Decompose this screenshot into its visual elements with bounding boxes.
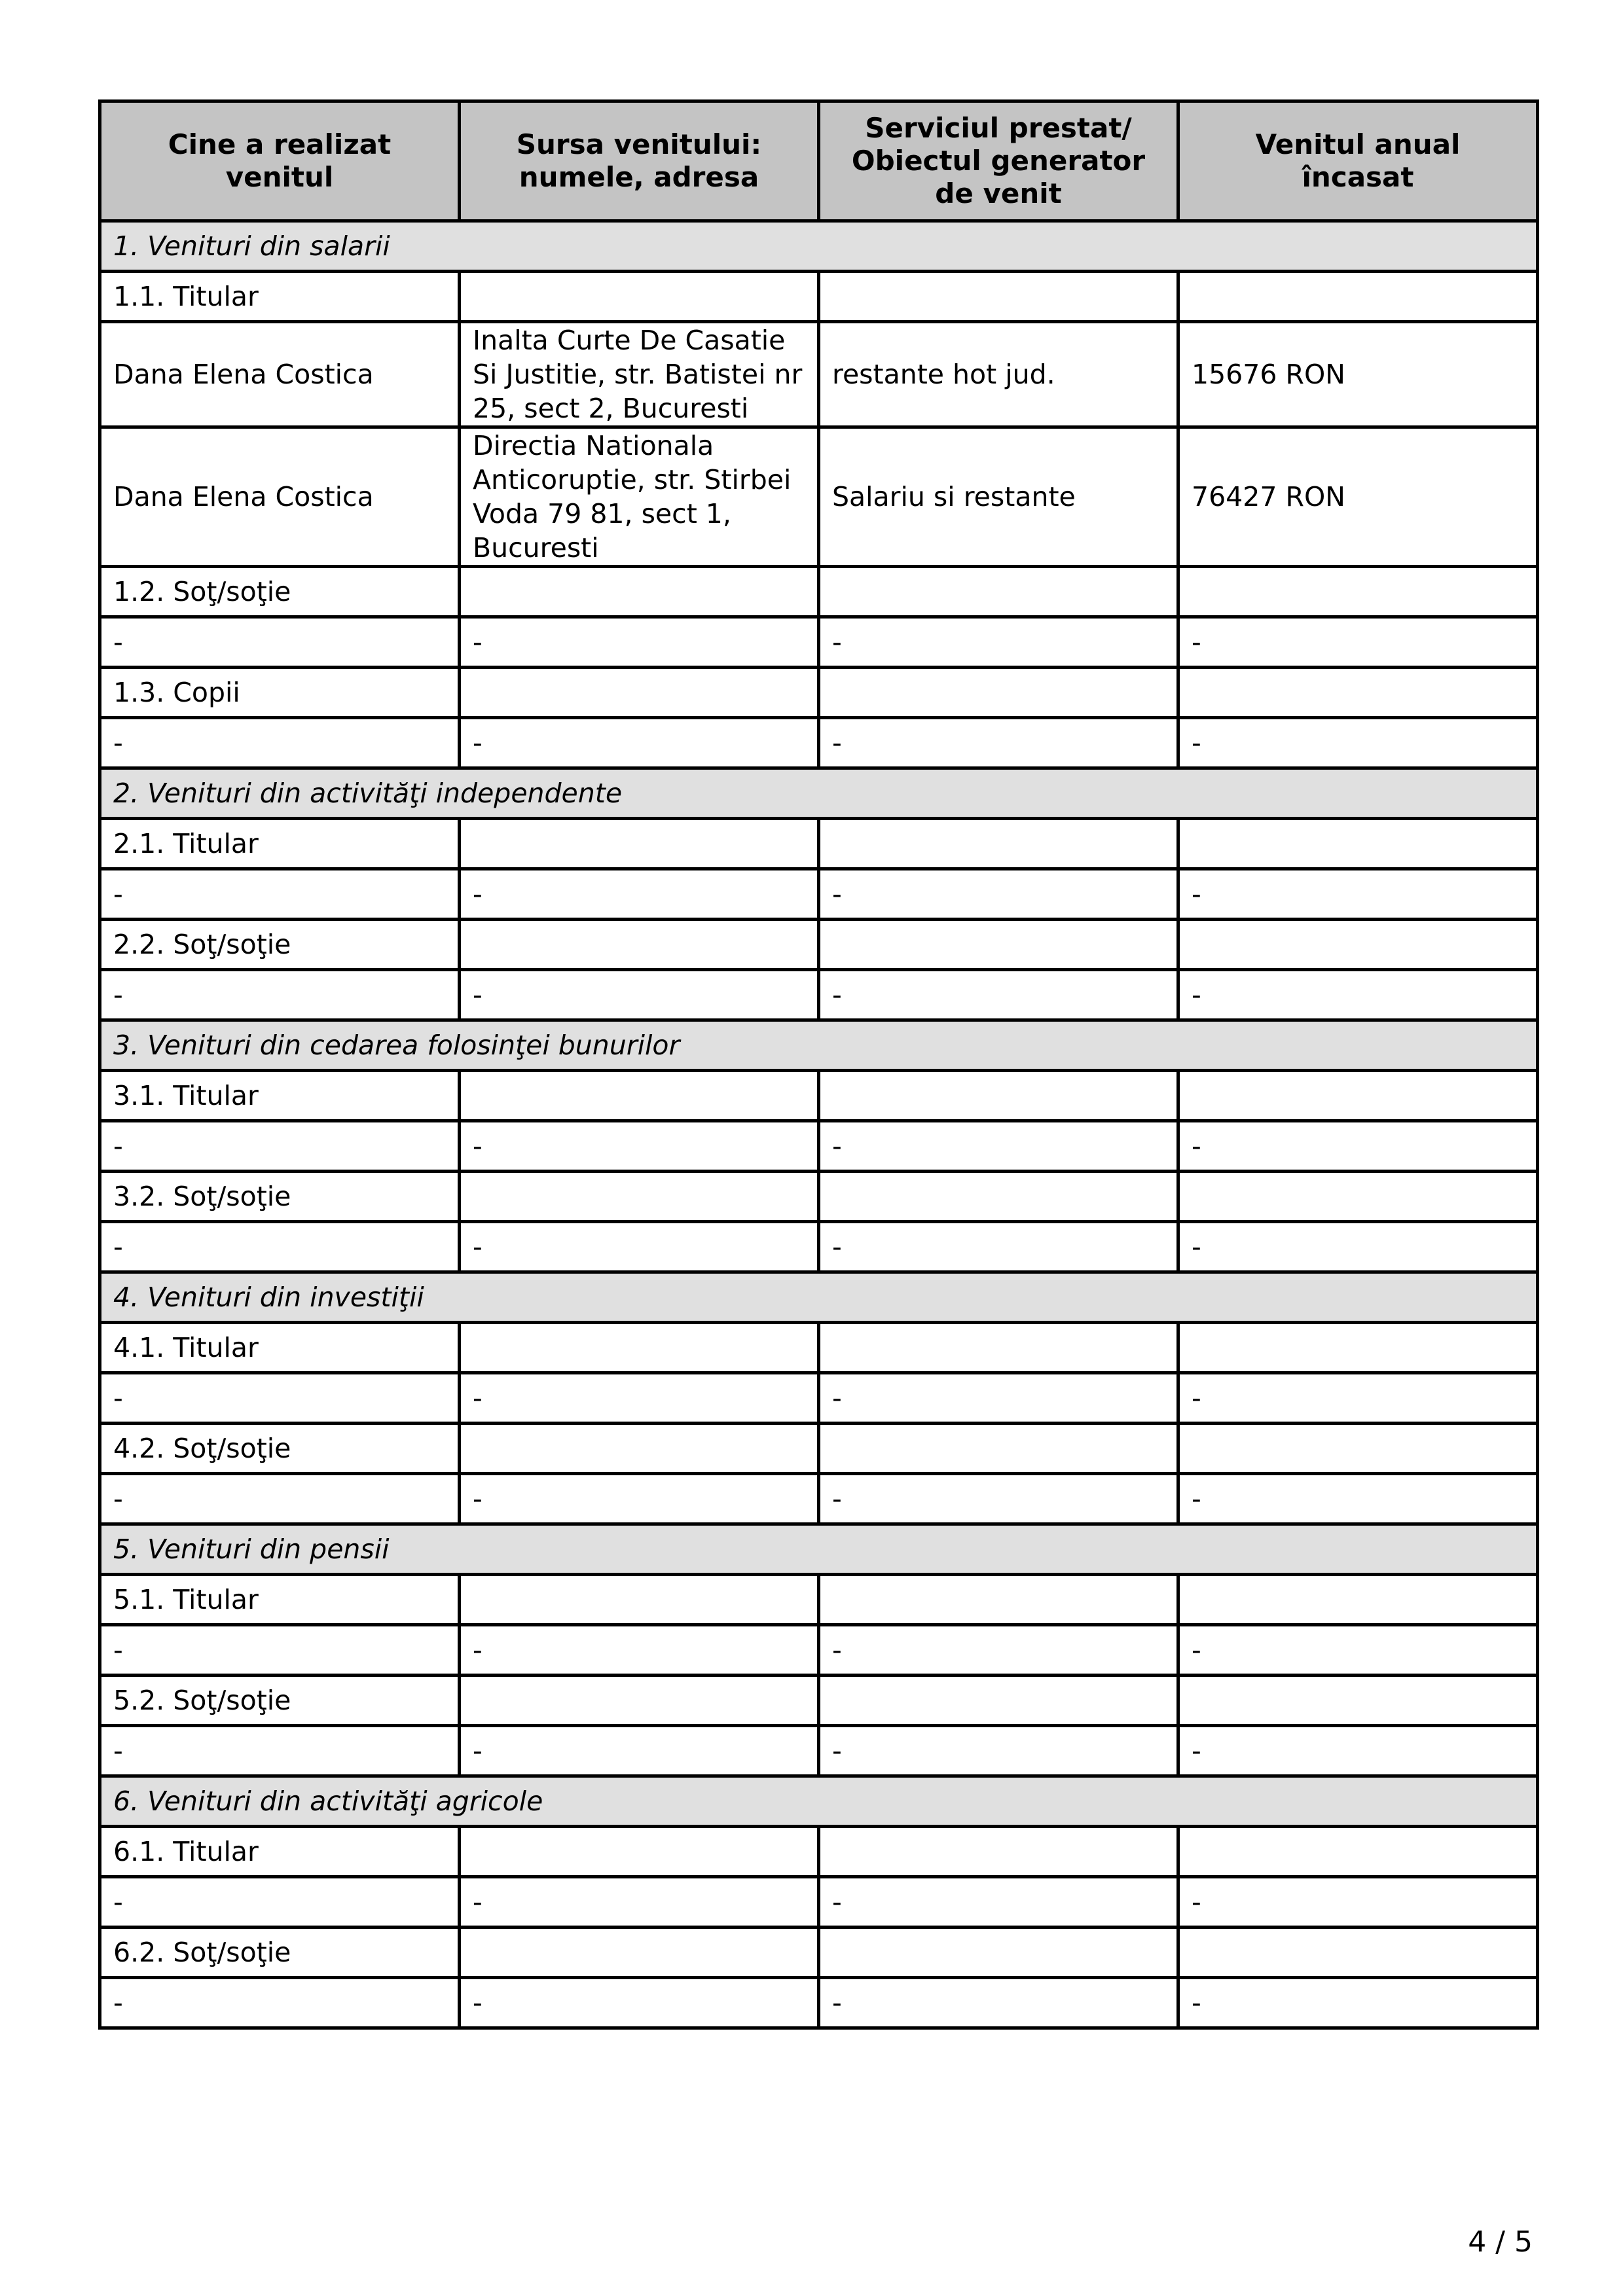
table-row (100, 1827, 1538, 1877)
header-source: Sursa venitului: numele, adresa (460, 101, 819, 221)
cell-income: - (1178, 869, 1538, 920)
table-row (100, 617, 1538, 668)
cell-income (1178, 1172, 1538, 1222)
table-row (100, 970, 1538, 1020)
cell-who: 6.2. Soţ/soţie (100, 1928, 460, 1978)
table-row (100, 567, 1538, 617)
cell-source (460, 1575, 819, 1625)
cell-service: - (819, 1373, 1178, 1424)
header-annual-income: Venitul anual încasat (1178, 101, 1538, 221)
table-row (100, 718, 1538, 768)
cell-source (460, 668, 819, 718)
page-number: 4 / 5 (1468, 2225, 1533, 2259)
section-row (100, 768, 1538, 819)
cell-source: - (460, 1726, 819, 1776)
cell-service: - (819, 1474, 1178, 1524)
cell-service (819, 920, 1178, 970)
cell-service: - (819, 617, 1178, 668)
cell-source (460, 1676, 819, 1726)
section-row (100, 221, 1538, 272)
cell-service (819, 272, 1178, 322)
table-row (100, 1978, 1538, 2028)
table-row (100, 1373, 1538, 1424)
cell-service: - (819, 869, 1178, 920)
cell-source (460, 1172, 819, 1222)
cell-source: - (460, 1474, 819, 1524)
cell-who: Dana Elena Costica (100, 427, 460, 567)
table-header-row (100, 101, 1538, 221)
cell-income: - (1178, 1625, 1538, 1676)
cell-income: - (1178, 718, 1538, 768)
cell-who: - (100, 1978, 460, 2028)
table-row (100, 1474, 1538, 1524)
cell-source: - (460, 1121, 819, 1172)
cell-who: - (100, 1625, 460, 1676)
cell-service (819, 1575, 1178, 1625)
table-row (100, 272, 1538, 322)
cell-income (1178, 1827, 1538, 1877)
cell-service: restante hot jud. (819, 322, 1178, 427)
cell-source (460, 1827, 819, 1877)
cell-income: - (1178, 1726, 1538, 1776)
cell-who: 2.1. Titular (100, 819, 460, 869)
cell-who: 1.1. Titular (100, 272, 460, 322)
cell-income: - (1178, 1121, 1538, 1172)
cell-who: 3.1. Titular (100, 1071, 460, 1121)
table-row (100, 1424, 1538, 1474)
cell-income (1178, 920, 1538, 970)
cell-service (819, 1323, 1178, 1373)
cell-income: - (1178, 1474, 1538, 1524)
cell-service (819, 668, 1178, 718)
section-label: 2. Venituri din activităţi independente (100, 768, 1538, 819)
table-row (100, 1121, 1538, 1172)
cell-income (1178, 1071, 1538, 1121)
cell-service: - (819, 718, 1178, 768)
section-row (100, 1776, 1538, 1827)
cell-income: - (1178, 1373, 1538, 1424)
cell-service: Salariu si restante (819, 427, 1178, 567)
cell-service (819, 819, 1178, 869)
table-row (100, 920, 1538, 970)
cell-income (1178, 1928, 1538, 1978)
section-label: 4. Venituri din investiţii (100, 1272, 1538, 1323)
table-row (100, 819, 1538, 869)
cell-service: - (819, 970, 1178, 1020)
cell-income (1178, 1676, 1538, 1726)
cell-source: - (460, 1222, 819, 1272)
table-row (100, 1071, 1538, 1121)
cell-who: - (100, 617, 460, 668)
section-label: 6. Venituri din activităţi agricole (100, 1776, 1538, 1827)
section-label: 3. Venituri din cedarea folosinţei bunurilor (100, 1020, 1538, 1071)
table-row (100, 1172, 1538, 1222)
section-label: 1. Venituri din salarii (100, 221, 1538, 272)
cell-source (460, 567, 819, 617)
table-row (100, 1726, 1538, 1776)
table-row (100, 1575, 1538, 1625)
cell-source: - (460, 1373, 819, 1424)
section-row (100, 1272, 1538, 1323)
cell-who: - (100, 1474, 460, 1524)
cell-who: - (100, 869, 460, 920)
cell-service (819, 1827, 1178, 1877)
cell-source (460, 920, 819, 970)
cell-income (1178, 1323, 1538, 1373)
cell-service (819, 1071, 1178, 1121)
cell-service: - (819, 1877, 1178, 1928)
cell-who: 4.2. Soţ/soţie (100, 1424, 460, 1474)
table-body (100, 221, 1538, 2028)
cell-source (460, 1323, 819, 1373)
cell-source: - (460, 617, 819, 668)
cell-source: - (460, 869, 819, 920)
cell-income: 76427 RON (1178, 427, 1538, 567)
cell-who: - (100, 718, 460, 768)
cell-income: - (1178, 970, 1538, 1020)
cell-service: - (819, 1978, 1178, 2028)
cell-who: - (100, 1726, 460, 1776)
cell-who: 4.1. Titular (100, 1323, 460, 1373)
cell-source (460, 1928, 819, 1978)
income-table (98, 99, 1539, 2030)
table-row (100, 668, 1538, 718)
cell-source: - (460, 1625, 819, 1676)
cell-income: - (1178, 1877, 1538, 1928)
table-row (100, 1877, 1538, 1928)
cell-who: Dana Elena Costica (100, 322, 460, 427)
table-row (100, 1928, 1538, 1978)
cell-who: 3.2. Soţ/soţie (100, 1172, 460, 1222)
cell-income: - (1178, 1222, 1538, 1272)
table-row (100, 1676, 1538, 1726)
cell-who: - (100, 1222, 460, 1272)
cell-income (1178, 1575, 1538, 1625)
cell-service (819, 1424, 1178, 1474)
cell-service (819, 1172, 1178, 1222)
cell-source: Directia Nationala Anticoruptie, str. Stirbei Voda 79 81, sect 1, Bucuresti (460, 427, 819, 567)
cell-service (819, 567, 1178, 617)
cell-who: 5.1. Titular (100, 1575, 460, 1625)
cell-source: - (460, 1877, 819, 1928)
cell-who: 2.2. Soţ/soţie (100, 920, 460, 970)
section-label: 5. Venituri din pensii (100, 1524, 1538, 1575)
table-row (100, 1323, 1538, 1373)
cell-source: - (460, 970, 819, 1020)
cell-income (1178, 567, 1538, 617)
section-row (100, 1524, 1538, 1575)
cell-who: 1.3. Copii (100, 668, 460, 718)
table-row (100, 869, 1538, 920)
table-row (100, 1625, 1538, 1676)
cell-source (460, 1424, 819, 1474)
cell-who: - (100, 1121, 460, 1172)
cell-who: 1.2. Soţ/soţie (100, 567, 460, 617)
cell-source: - (460, 1978, 819, 2028)
cell-service: - (819, 1625, 1178, 1676)
header-who: Cine a realizat venitul (100, 101, 460, 221)
cell-who: - (100, 970, 460, 1020)
cell-service: - (819, 1121, 1178, 1172)
header-service: Serviciul prestat/ Obiectul generator de venit (819, 101, 1178, 221)
cell-service (819, 1928, 1178, 1978)
cell-source (460, 819, 819, 869)
cell-who: - (100, 1373, 460, 1424)
cell-service (819, 1676, 1178, 1726)
cell-who: 5.2. Soţ/soţie (100, 1676, 460, 1726)
cell-source: Inalta Curte De Casatie Si Justitie, str. Batistei nr 25, sect 2, Bucuresti (460, 322, 819, 427)
cell-service: - (819, 1222, 1178, 1272)
table-row (100, 427, 1538, 567)
cell-income: 15676 RON (1178, 322, 1538, 427)
cell-who: - (100, 1877, 460, 1928)
cell-source: - (460, 718, 819, 768)
cell-service: - (819, 1726, 1178, 1776)
table-row (100, 1222, 1538, 1272)
cell-source (460, 272, 819, 322)
cell-income: - (1178, 617, 1538, 668)
cell-who: 6.1. Titular (100, 1827, 460, 1877)
section-row (100, 1020, 1538, 1071)
cell-income: - (1178, 1978, 1538, 2028)
cell-income (1178, 272, 1538, 322)
cell-income (1178, 819, 1538, 869)
table-row (100, 322, 1538, 427)
cell-income (1178, 668, 1538, 718)
cell-source (460, 1071, 819, 1121)
cell-income (1178, 1424, 1538, 1474)
